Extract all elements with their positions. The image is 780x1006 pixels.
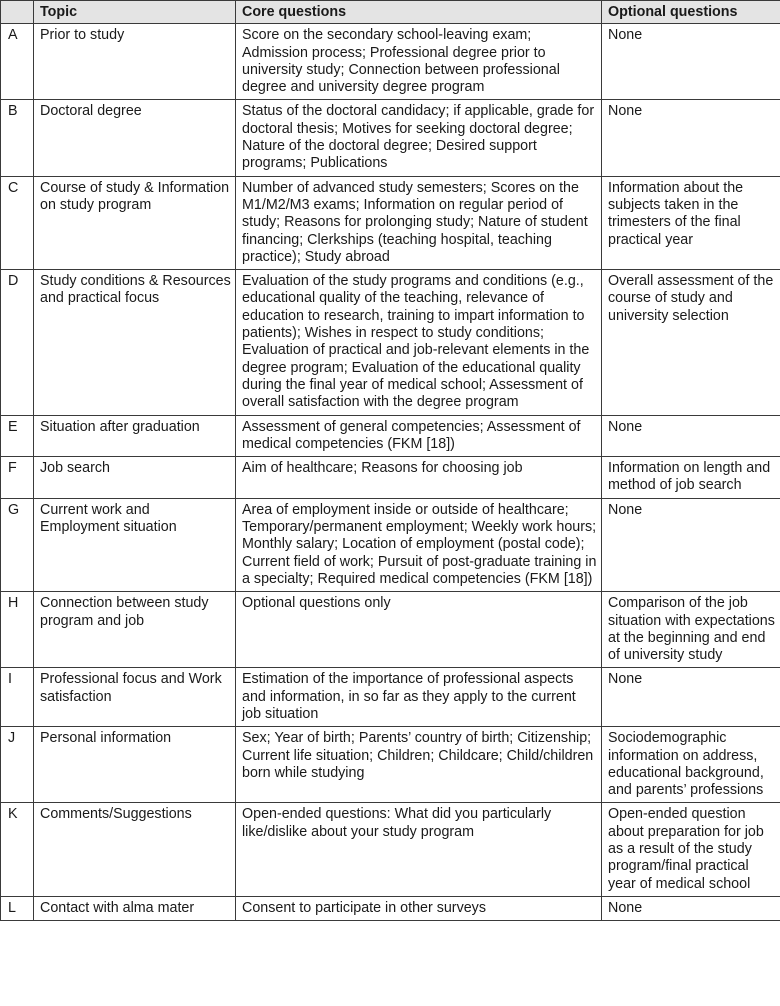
row-topic: Contact with alma mater	[34, 896, 236, 920]
table-row	[1, 803, 780, 896]
row-id: L	[1, 896, 34, 920]
row-core-questions: Status of the doctoral candidacy; if applicable, grade for doctoral thesis; Motives for seeking doctoral degree; Nature of the doctoral degree; Desired support programs; Publications	[236, 100, 602, 176]
row-topic: Prior to study	[34, 24, 236, 100]
row-optional-questions: Open-ended question about preparation for job as a result of the study program/final practical year of medical school	[602, 803, 780, 896]
row-optional-questions: Information about the subjects taken in the trimesters of the final practical year	[602, 176, 780, 269]
row-optional-questions: Sociodemographic information on address, educational background, and parents’ professions	[602, 727, 780, 803]
row-id: H	[1, 592, 34, 668]
row-optional-questions: None	[602, 668, 780, 727]
table-row	[1, 457, 780, 499]
row-topic: Connection between study program and job	[34, 592, 236, 668]
table-row	[1, 896, 780, 920]
row-id: D	[1, 270, 34, 415]
row-id: A	[1, 24, 34, 100]
row-id: B	[1, 100, 34, 176]
row-id: F	[1, 457, 34, 499]
row-topic: Course of study & Information on study program	[34, 176, 236, 269]
row-optional-questions: Comparison of the job situation with expectations at the beginning and end of university study	[602, 592, 780, 668]
row-core-questions: Estimation of the importance of professional aspects and information, in so far as they apply to the current job situation	[236, 668, 602, 727]
row-id: C	[1, 176, 34, 269]
row-topic: Professional focus and Work satisfaction	[34, 668, 236, 727]
row-topic: Situation after graduation	[34, 415, 236, 457]
table-row	[1, 100, 780, 176]
row-core-questions: Evaluation of the study programs and conditions (e.g., educational quality of the teaching, relevance of education to research, training to impart information to patients); Wishes in respect to study conditions; Evaluation of practical and job-relevant elements in the degree program; Evaluation of the educational quality during the final year of medical school; Assessment of overall satisfaction with the degree program	[236, 270, 602, 415]
table-row	[1, 727, 780, 803]
row-optional-questions: None	[602, 100, 780, 176]
header-optional-questions: Optional questions	[602, 1, 780, 24]
row-core-questions: Number of advanced study semesters; Scores on the M1/M2/M3 exams; Information on regular period of study; Reasons for prolonging study; Nature of student financing; Clerkships (teaching hospital, teaching practice); Study abroad	[236, 176, 602, 269]
table-row	[1, 270, 780, 415]
row-optional-questions: Information on length and method of job search	[602, 457, 780, 499]
row-optional-questions: None	[602, 896, 780, 920]
row-id: K	[1, 803, 34, 896]
row-topic: Study conditions & Resources and practical focus	[34, 270, 236, 415]
row-id: E	[1, 415, 34, 457]
header-topic: Topic	[34, 1, 236, 24]
row-core-questions: Aim of healthcare; Reasons for choosing job	[236, 457, 602, 499]
row-core-questions: Score on the secondary school-leaving exam; Admission process; Professional degree prior to university study; Connection between professional degree and university degree program	[236, 24, 602, 100]
row-core-questions: Area of employment inside or outside of healthcare; Temporary/permanent employment; Weekly work hours; Monthly salary; Location of employment (postal code); Current field of work; Pursuit of post-graduate training in a specialty; Required medical competencies (FKM [18])	[236, 498, 602, 591]
row-optional-questions: None	[602, 415, 780, 457]
row-optional-questions: None	[602, 24, 780, 100]
table-row	[1, 668, 780, 727]
row-id: G	[1, 498, 34, 591]
row-core-questions: Open-ended questions: What did you particularly like/dislike about your study program	[236, 803, 602, 896]
table-row	[1, 24, 780, 100]
row-topic: Doctoral degree	[34, 100, 236, 176]
table-row	[1, 592, 780, 668]
row-core-questions: Sex; Year of birth; Parents’ country of birth; Citizenship; Current life situation; Children; Childcare; Child/children born while studying	[236, 727, 602, 803]
header-id	[1, 1, 34, 24]
table-row	[1, 498, 780, 591]
row-topic: Comments/Suggestions	[34, 803, 236, 896]
row-core-questions: Assessment of general competencies; Assessment of medical competencies (FKM [18])	[236, 415, 602, 457]
row-topic: Current work and Employment situation	[34, 498, 236, 591]
header-core-questions: Core questions	[236, 1, 602, 24]
table-row	[1, 415, 780, 457]
row-topic: Job search	[34, 457, 236, 499]
row-core-questions: Optional questions only	[236, 592, 602, 668]
row-id: J	[1, 727, 34, 803]
row-id: I	[1, 668, 34, 727]
table-row	[1, 176, 780, 269]
row-core-questions: Consent to participate in other surveys	[236, 896, 602, 920]
table-header-row	[1, 1, 780, 24]
row-optional-questions: Overall assessment of the course of study and university selection	[602, 270, 780, 415]
row-optional-questions: None	[602, 498, 780, 591]
row-topic: Personal information	[34, 727, 236, 803]
